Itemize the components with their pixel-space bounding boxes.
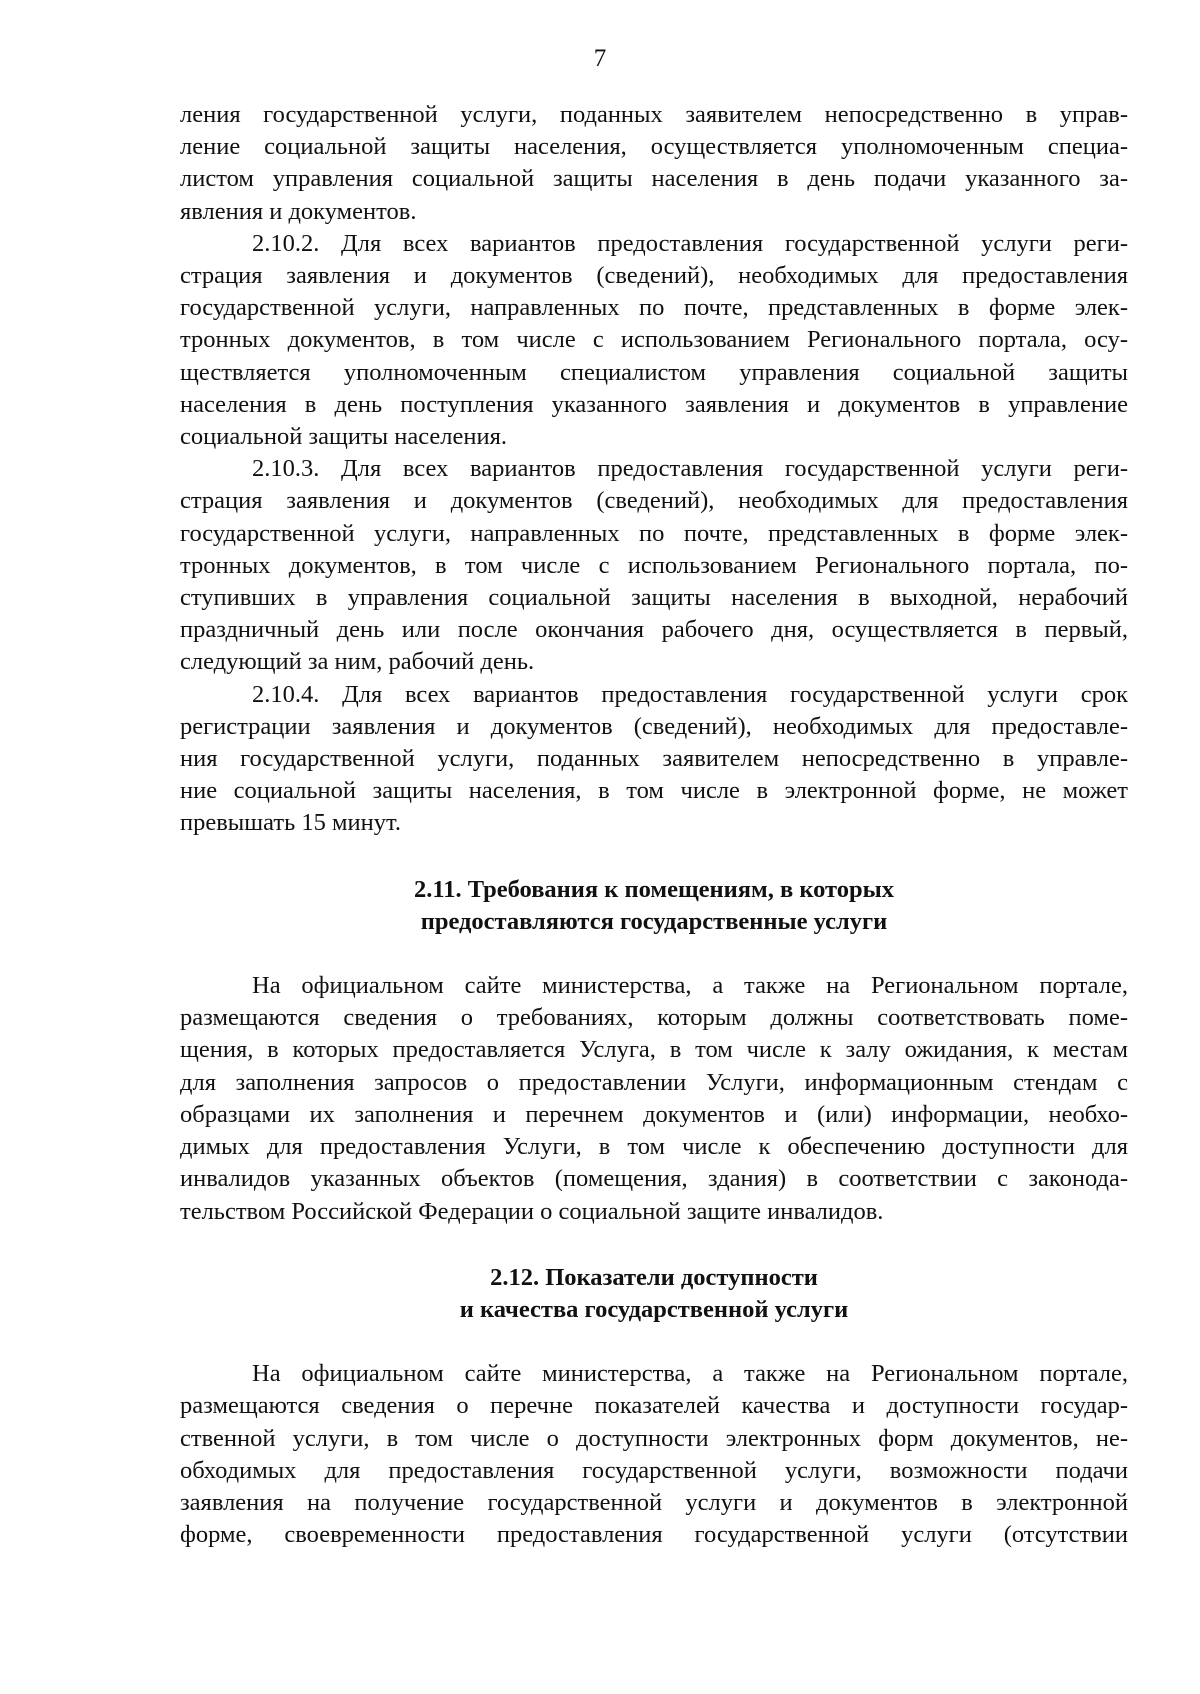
paragraph-2-11-body	[180, 970, 1128, 1228]
spacer	[180, 1228, 1128, 1262]
section-heading-2-12	[180, 1262, 1128, 1326]
text-line: ществляется уполномоченным специалистом управления социальной защиты	[180, 358, 1128, 386]
text-line: ступивших в управления социальной защиты населения в выходной, нерабочий	[180, 584, 1128, 612]
text-line: государственной услуги, направленных по почте, представленных в форме элек-	[180, 519, 1128, 547]
paragraph-2-12-body	[180, 1358, 1128, 1551]
text-line: инвалидов указанных объектов (помещения, здания) в соответствии с законода-	[180, 1165, 1128, 1193]
text-line: заявления на получение государственной услуги и документов в электронной	[180, 1488, 1128, 1516]
text-line: ление социальной защиты населения, осуществляется уполномоченным специа-	[180, 133, 1128, 161]
text-line: ления государственной услуги, поданных заявителем непосредственно в управ-	[180, 101, 1128, 128]
paragraph-2-10-4	[180, 679, 1128, 840]
text-line: 2.10.4. Для всех вариантов предоставления государственной услуги срок	[252, 680, 1128, 708]
text-line: листом управления социальной защиты населения в день подачи указанного за-	[180, 165, 1128, 193]
text-line: населения в день поступления указанного заявления и документов в управление	[180, 390, 1128, 418]
text-line: тронных документов, в том числе с использованием Регионального портала, по-	[180, 551, 1128, 579]
text-line: тронных документов, в том числе с использованием Регионального портала, осу-	[180, 326, 1128, 354]
text-line: регистрации заявления и документов (сведений), необходимых для предоставле-	[180, 712, 1128, 740]
heading-line: и качества государственной услуги	[459, 1295, 849, 1323]
text-line: обходимых для предоставления государственной услуги, возможности подачи	[180, 1456, 1128, 1484]
text-line: димых для предоставления Услуги, в том числе к обеспечению доступности для	[180, 1133, 1128, 1161]
text-line: социальной защиты населения.	[180, 423, 508, 451]
paragraph-2-10-2	[180, 228, 1128, 453]
spacer	[180, 1326, 1128, 1358]
paragraph-2-10-3	[180, 453, 1128, 678]
text-line: ния государственной услуги, поданных заявителем непосредственно в управле-	[180, 745, 1128, 773]
heading-line: 2.11. Требования к помещениям, в которых	[413, 875, 895, 903]
spacer	[180, 840, 1128, 874]
paragraph-2-10-1-continuation	[180, 99, 1128, 228]
text-line: тельством Российской Федерации о социальной защите инвалидов.	[180, 1197, 884, 1225]
text-line: образцами их заполнения и перечнем документов и (или) информации, необхо-	[180, 1100, 1128, 1128]
text-line: На официальном сайте министерства, а также на Региональном портале,	[252, 1360, 1128, 1388]
text-line: ственной услуги, в том числе о доступности электронных форм документов, не-	[180, 1424, 1128, 1452]
text-line: явления и документов.	[180, 197, 417, 225]
text-line: государственной услуги, направленных по почте, представленных в форме элек-	[180, 294, 1128, 322]
heading-line: 2.12. Показатели доступности	[490, 1263, 818, 1291]
document-body	[180, 99, 1128, 1551]
text-line: 2.10.3. Для всех вариантов предоставления государственной услуги реги-	[252, 455, 1128, 483]
text-line: На официальном сайте министерства, а также на Региональном портале,	[252, 972, 1128, 1000]
text-line: страция заявления и документов (сведений), необходимых для предоставления	[180, 487, 1128, 515]
text-line: для заполнения запросов о предоставлении Услуги, информационным стендам с	[180, 1068, 1128, 1096]
text-line: праздничный день или после окончания рабочего дня, осуществляется в первый,	[180, 616, 1128, 644]
text-line: превышать 15 минут.	[180, 809, 401, 837]
page-number: 7	[593, 45, 607, 72]
spacer	[180, 938, 1128, 970]
text-line: страция заявления и документов (сведений), необходимых для предоставления	[180, 262, 1128, 290]
text-line: следующий за ним, рабочий день.	[180, 648, 535, 676]
text-line: форме, своевременности предоставления государственной услуги (отсутствии	[180, 1521, 1128, 1549]
heading-line: предоставляются государственные услуги	[420, 907, 888, 935]
text-line: щения, в которых предоставляется Услуга, в том числе к залу ожидания, к местам	[180, 1036, 1128, 1064]
text-line: ние социальной защиты населения, в том числе в электронной форме, не может	[180, 777, 1128, 805]
text-line: 2.10.2. Для всех вариантов предоставления государственной услуги реги-	[252, 229, 1128, 257]
text-line: размещаются сведения о перечне показателей качества и доступности государ-	[180, 1392, 1128, 1420]
text-line: размещаются сведения о требованиях, которым должны соответствовать поме-	[180, 1004, 1128, 1032]
section-heading-2-11	[180, 874, 1128, 938]
